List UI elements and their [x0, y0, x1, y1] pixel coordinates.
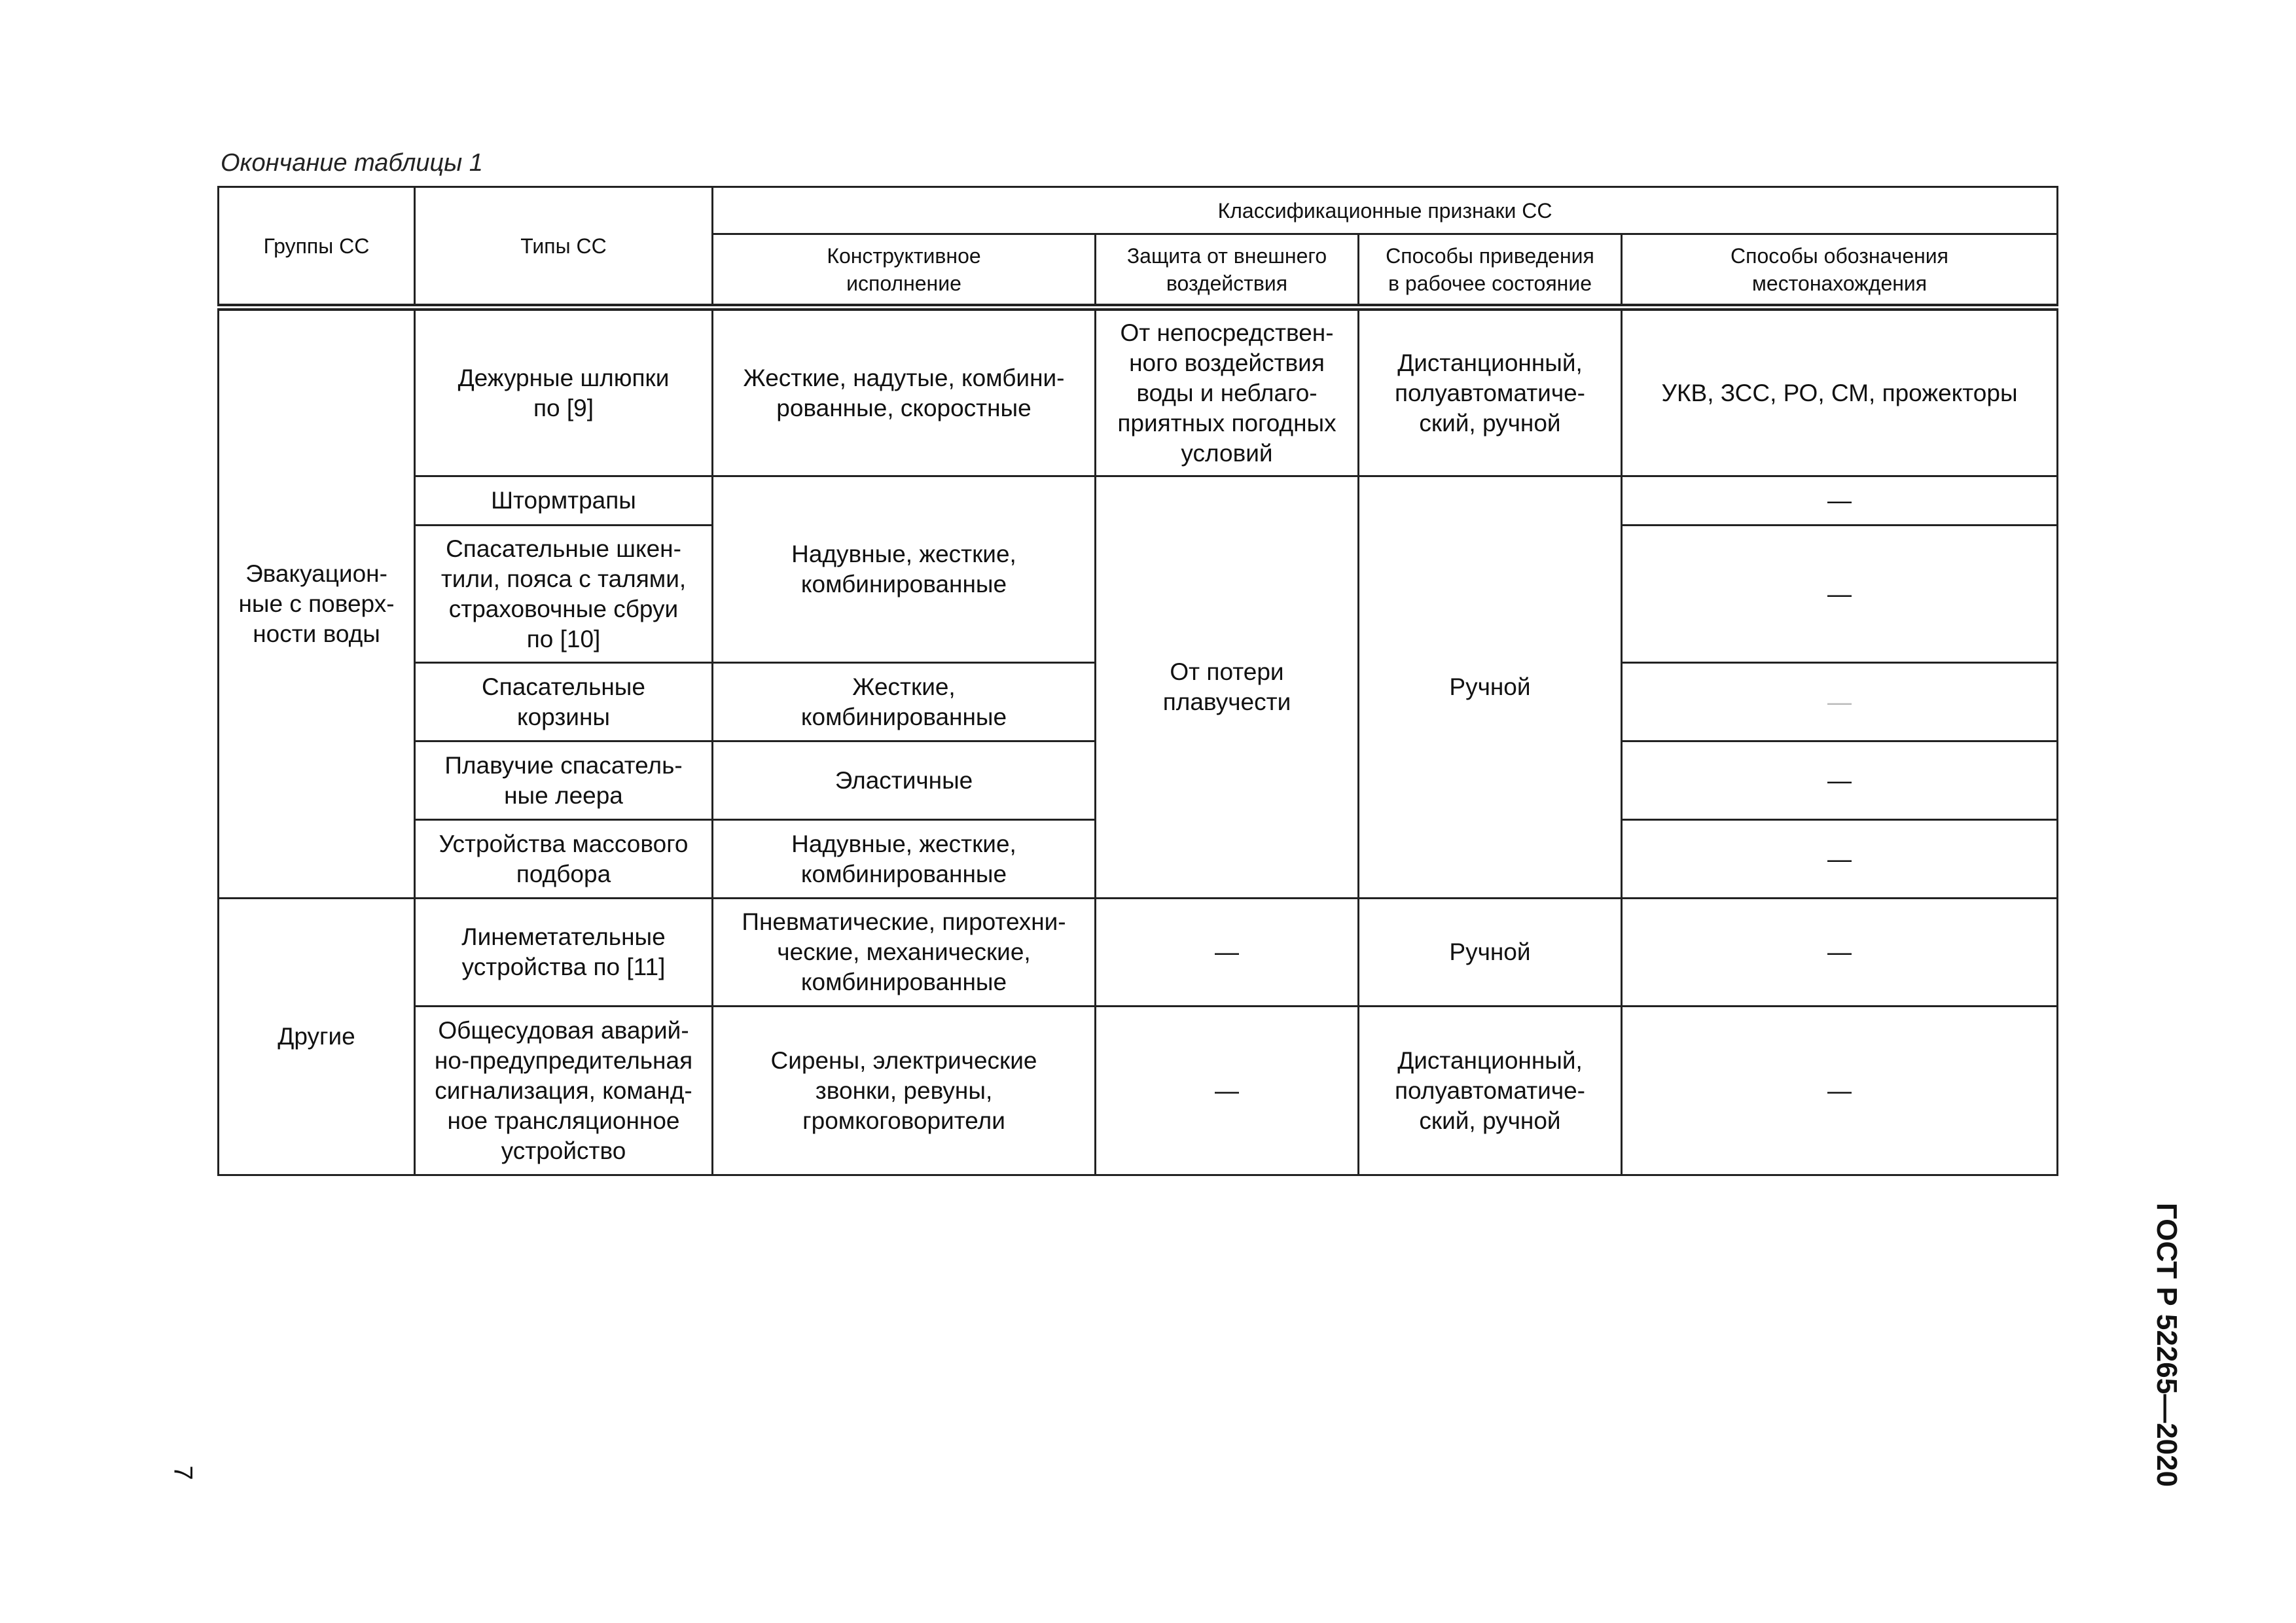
classification-table — [217, 186, 2058, 1176]
cell-activation-merged: Ручной — [1359, 476, 1622, 899]
cell-location: — — [1622, 526, 2058, 663]
cell-protection: От непосредствен- ного воздействия воды и неблаго- приятных погодных условий — [1096, 308, 1359, 476]
cell-location: — — [1622, 741, 2058, 820]
cell-design: Надувные, жесткие, комбинированные — [713, 820, 1096, 899]
cell-location: — — [1622, 663, 2058, 741]
cell-type: Спасательные шкен- тили, пояса с талями, страховочные сбруи по [10] — [415, 526, 713, 663]
cell-activation: Ручной — [1359, 899, 1622, 1007]
table-row — [219, 308, 2058, 476]
cell-activation: Дистанционный, полуавтоматиче- ский, ручной — [1359, 1007, 1622, 1175]
cell-type: Дежурные шлюпки по [9] — [415, 308, 713, 476]
cell-location: — — [1622, 1007, 2058, 1175]
cell-location: — — [1622, 820, 2058, 899]
cell-type: Устройства массового подбора — [415, 820, 713, 899]
cell-type: Штормтрапы — [415, 476, 713, 526]
group-other: Другие — [219, 899, 415, 1175]
header-groups: Группы СС — [219, 187, 415, 308]
header-classification: Классификационные признаки СС — [713, 187, 2058, 234]
document-id: ГОСТ Р 52265—2020 — [2151, 1202, 2183, 1488]
header-design: Конструктивное исполнение — [713, 234, 1096, 308]
cell-type: Плавучие спасатель- ные леера — [415, 741, 713, 820]
table-row — [219, 1007, 2058, 1175]
cell-location: — — [1622, 476, 2058, 526]
header-protection: Защита от внешнего воздействия — [1096, 234, 1359, 308]
table-row — [219, 899, 2058, 1007]
cell-type: Линеметательные устройства по [11] — [415, 899, 713, 1007]
cell-type: Спасательные корзины — [415, 663, 713, 741]
cell-design: Сирены, электрические звонки, ревуны, громкоговорители — [713, 1007, 1096, 1175]
cell-location: УКВ, ЗСС, РО, СМ, прожекторы — [1622, 308, 2058, 476]
cell-type: Общесудовая аварий- но-предупредительная сигнализация, команд- ное трансляционное устройство — [415, 1007, 713, 1175]
cell-protection: — — [1096, 1007, 1359, 1175]
table-caption: Окончание таблицы 1 — [221, 149, 483, 177]
cell-protection-merged: От потери плавучести — [1096, 476, 1359, 899]
header-activation: Способы приведения в рабочее состояние — [1359, 234, 1622, 308]
header-location: Способы обозначения местонахождения — [1622, 234, 2058, 308]
cell-design-merged: Надувные, жесткие, комбинированные — [713, 476, 1096, 663]
cell-protection: — — [1096, 899, 1359, 1007]
header-types: Типы СС — [415, 187, 713, 308]
cell-location: — — [1622, 899, 2058, 1007]
cell-activation: Дистанционный, полуавтоматиче- ский, ручной — [1359, 308, 1622, 476]
table-row — [219, 476, 2058, 526]
cell-design: Жесткие, комбинированные — [713, 663, 1096, 741]
page-number: 7 — [168, 1465, 198, 1480]
cell-design: Эластичные — [713, 741, 1096, 820]
cell-design: Жесткие, надутые, комбини- рованные, скоростные — [713, 308, 1096, 476]
group-evacuation: Эвакуацион- ные с поверх- ности воды — [219, 308, 415, 899]
cell-design: Пневматические, пиротехни- ческие, механические, комбинированные — [713, 899, 1096, 1007]
